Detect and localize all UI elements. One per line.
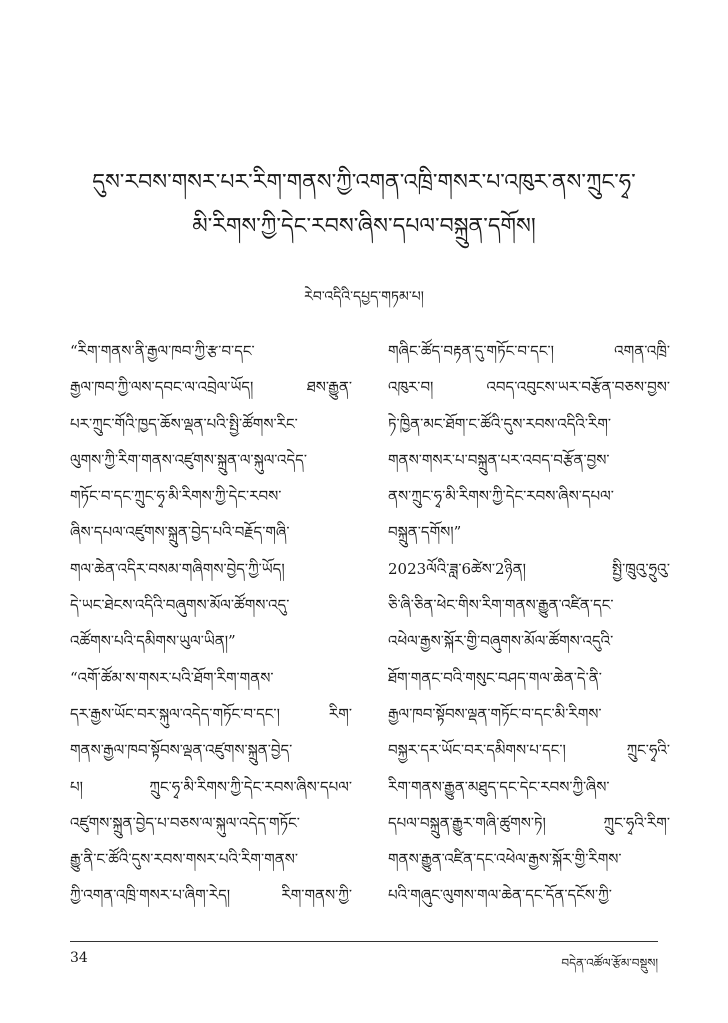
article-byline: རེབ་འདིའི་དཔྱད་གཏམ་པ། bbox=[304, 289, 424, 305]
text-line: ཏེ་ཁྱིན་མང་ཐོག་ང་ཚོའི་དུས་རབས་འདིའི་རིག་ bbox=[388, 414, 612, 433]
text-line: གནས་རྒྱལ་ཁབ་སྟོབས་ལྡན་འཛུགས་སྐྲུན་བྱེད་ bbox=[70, 741, 293, 760]
right-column bbox=[388, 333, 670, 914]
article-title-line-2: མི་རིགས་ཀྱི་དེང་རབས་ཞིས་དཔལ་བསྐྲུན་དགོས། bbox=[192, 214, 536, 239]
page-number: 34 bbox=[70, 950, 88, 966]
text-line: པའི་གཞུང་ལུགས་གལ་ཆེན་དང་དོན་དངོས་ཀྱི་ bbox=[388, 886, 612, 905]
text-line: རིག་གནས་རྒྱུན་མཐུད་དང་དེང་རབས་ཀྱི་ཞིས་ bbox=[388, 777, 610, 796]
text-line: གནས་གསར་པ་བསྐྲུན་པར་འབད་བརྩོན་བྱས་ bbox=[388, 450, 610, 469]
text-line: འཁུར་བ། འབད་འབུངས་ཡར་བརྩོན་བཅས་བྱས་ bbox=[388, 378, 670, 397]
text-line: བསྐྱར་དར་ཡོང་བར་དམིགས་པ་དང་། ཀྲུང་ཧྭའི་ bbox=[388, 741, 670, 760]
text-line: པ། ཀྲུང་ཧྭ་མི་རིགས་ཀྱི་དེང་རབས་ཞིས་དཔལ་ bbox=[70, 777, 352, 796]
text-line: ཀྱི་འགན་འཁྲི་གསར་པ་ཞིག་རེད། རིག་གནས་ཀྱི་ bbox=[70, 886, 352, 905]
text-line: གཏོང་བ་དང་ཀྲུང་ཧྭ་མི་རིགས་ཀྱི་དེང་རབས་ bbox=[70, 487, 282, 506]
text-line: རྒྱལ་ཁབ་ཀྱི་ལས་དབང་ལ་འབྲེལ་ཡོད། ཐས་རྒྱུན་ bbox=[70, 378, 352, 397]
text-line: གནས་རྒྱུན་འཛིན་དང་འཕེལ་རྒྱས་སྐོར་གྱི་རིགས་ bbox=[388, 850, 622, 869]
text-line: འཕེལ་རྒྱས་སྐོར་གྱི་བཞུགས་མོལ་ཚོགས་འདུའི་ bbox=[388, 632, 614, 651]
article-title-line-1: དུས་རབས་གསར་པར་རིག་གནས་ཀྱི་འགན་འཁྲི་གསར་པ་འཁུར་ནས་ཀྲུང་ཧྭ་ bbox=[92, 170, 636, 195]
text-line: དེ་ཡང་ཐེངས་འདིའི་བཞུགས་མོལ་ཚོགས་འདུ་ bbox=[70, 596, 290, 615]
text-line: ཐོག་གནང་བའི་གསུང་བཤད་གལ་ཆེན་དེ་ནི་ bbox=[388, 668, 602, 687]
text-line: “འགོ་ཚོམ་ས་གསར་པའི་ཐོག་རིག་གནས་ bbox=[70, 668, 274, 687]
text-line: འཚོགས་པའི་དམིགས་ཡུལ་ཡིན།” bbox=[70, 632, 236, 651]
text-line: “རིག་གནས་ནི་རྒྱལ་ཁབ་ཀྱི་རྩ་བ་དང་ bbox=[70, 342, 255, 360]
text-line: རྒྱལ་ཁབ་སྟོབས་ལྡན་གཏོང་བ་དང་མི་རིགས་ bbox=[388, 704, 602, 723]
publication-title: བདེན་འཚོལ་རྩོམ་བསྡུས། bbox=[561, 956, 658, 970]
text-line: བསྐྲུན་དགོས།” bbox=[388, 523, 462, 542]
text-line: ལུགས་ཀྱི་རིག་གནས་འཛུགས་སྐྲུན་ལ་སྐུལ་འདེད་ bbox=[70, 450, 307, 469]
left-column bbox=[70, 333, 352, 914]
text-line: ཞིས་དཔལ་འཛུགས་སྐྲུན་བྱེད་པའི་བརྗོད་གཞི་ bbox=[70, 523, 290, 542]
text-line: གལ་ཆེན་འདིར་བསམ་གཞིགས་བྱེད་ཀྱི་ཡོད། bbox=[70, 559, 285, 578]
text-line: རྒྱུ་ནི་ང་ཚོའི་དུས་རབས་གསར་པའི་རིག་གནས་ bbox=[70, 850, 298, 869]
text-line: ཅི་ཞི་ཅིན་ཕེང་གིས་རིག་གནས་རྒྱུན་འཛིན་དང་ bbox=[388, 596, 614, 615]
text-line: འཛུགས་སྐྲུན་བྱེད་པ་བཅས་ལ་སྐུལ་འདེད་གཏོང་ bbox=[70, 813, 300, 832]
text-line: ནས་ཀྲུང་ཧྭ་མི་རིགས་ཀྱི་དེང་རབས་ཞིས་དཔལ་ bbox=[388, 487, 614, 506]
text-line: དར་རྒྱས་ཡོང་བར་སྐུལ་འདེད་གཏོང་བ་དང་། རིག་ bbox=[70, 704, 352, 723]
text-line: པར་ཀྲུང་གོའི་ཁྱད་ཆོས་ལྡན་པའི་སྤྱི་ཚོགས་རིང་ bbox=[70, 414, 298, 433]
footer-divider bbox=[70, 941, 658, 942]
text-line: དཔལ་བསྐྲུན་རྒྱུར་གཞི་ཚུགས་ཏེ། ཀྲུང་ཧྭའི་རིག་ bbox=[388, 813, 670, 832]
text-line: གཞིང་ཚོད་བརྟན་དུ་གཏོང་བ་དང་། འགན་འཁྲི་ bbox=[388, 342, 670, 360]
text-line: 2023ལོའི་ཟླ་6ཚེས་2ཉིན། སྤྱི་ཁྲུའུ་ཧྲུའུ་ bbox=[388, 559, 670, 578]
